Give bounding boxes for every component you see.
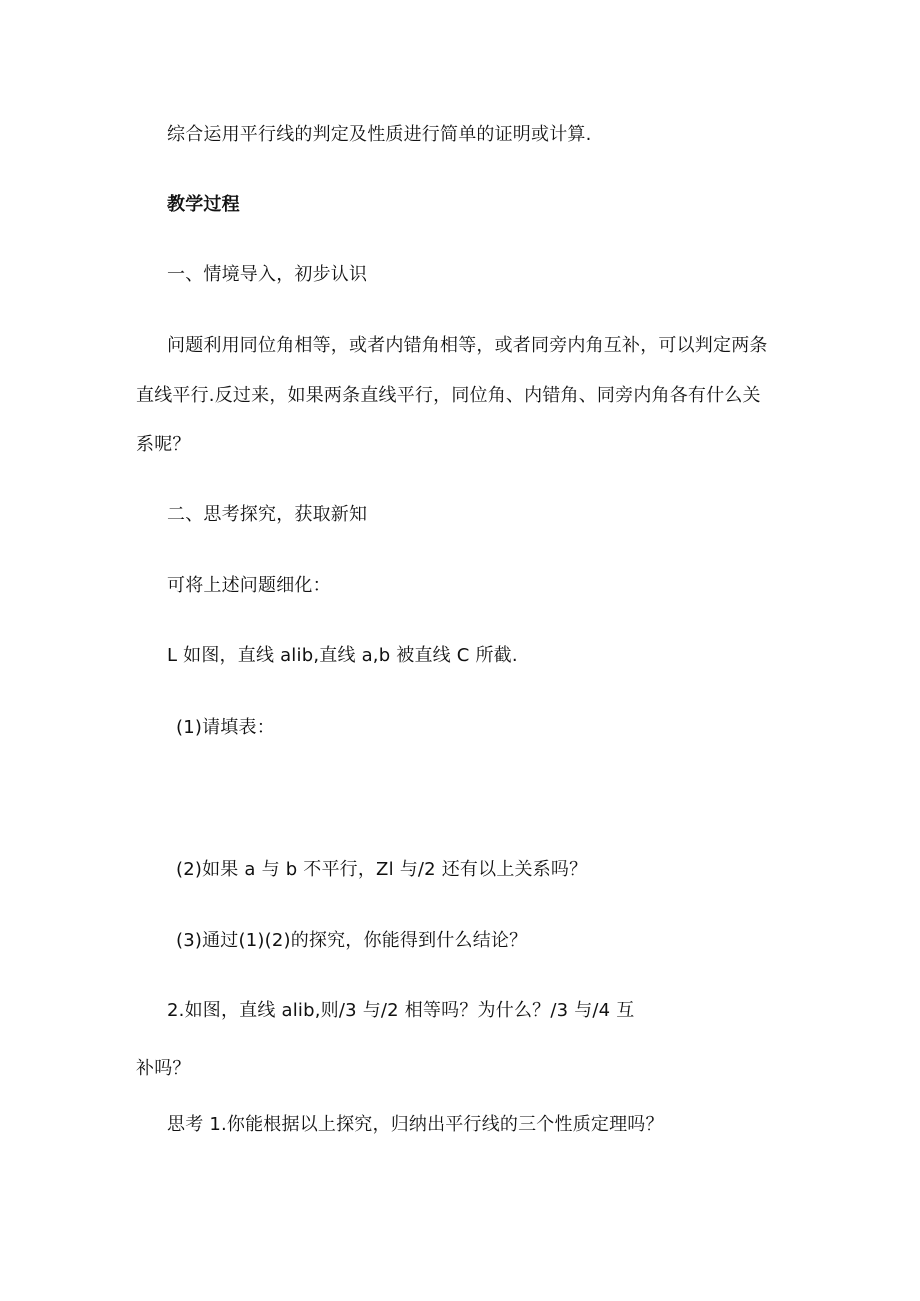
item2-line2: 补吗？ xyxy=(136,1058,191,1079)
item1-text: L 如图，直线 alib,直线 a,b 被直线 C 所截. xyxy=(167,645,518,666)
part2-heading: 二、思考探究，获取新知 xyxy=(167,504,368,525)
section-heading: 教学过程 xyxy=(167,194,240,215)
objective-line: 综合运用平行线的判定及性质进行简单的证明或计算. xyxy=(167,124,592,145)
think1-text: 思考 1.你能根据以上探究，归纳出平行线的三个性质定理吗？ xyxy=(167,1114,664,1135)
part1-paragraph-line1: 问题利用同位角相等，或者内错角相等，或者同旁内角互补，可以判定两条 xyxy=(167,335,768,356)
item1-sub3: (3)通过(1)(2)的探究，你能得到什么结论？ xyxy=(176,930,528,951)
part2-intro: 可将上述问题细化： xyxy=(167,575,331,596)
item1-sub1: (1)请填表： xyxy=(176,717,275,738)
item2-line1: 2.如图，直线 alib,则/3 与/2 相等吗？为什么？/3 与/4 互 xyxy=(167,1000,635,1021)
part1-paragraph-line2: 直线平行.反过来，如果两条直线平行，同位角、内错角、同旁内角各有什么关 xyxy=(136,385,761,406)
item1-sub2: (2)如果 a 与 b 不平行，Zl 与/2 还有以上关系吗？ xyxy=(176,859,588,880)
part1-heading: 一、情境导入，初步认识 xyxy=(167,264,368,285)
part1-paragraph-line3: 系呢？ xyxy=(136,434,191,455)
